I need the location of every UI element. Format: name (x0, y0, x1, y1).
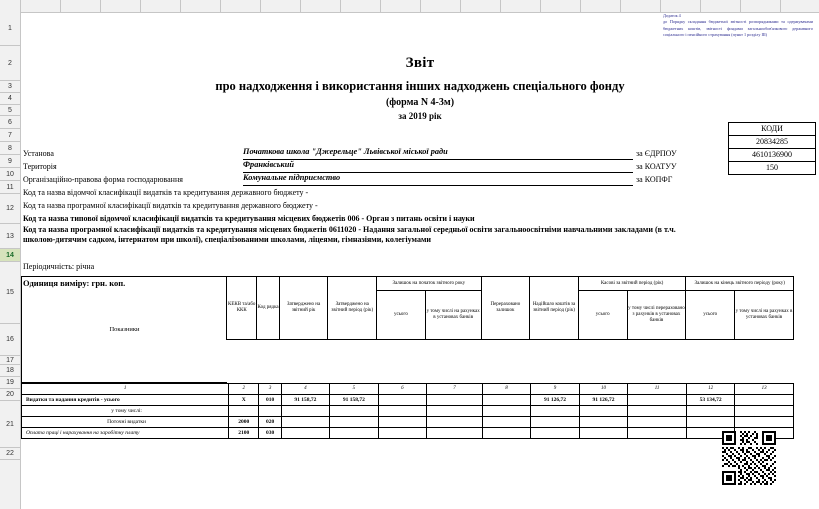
row-cash-total (579, 417, 628, 428)
row-redistributed (482, 395, 531, 406)
qr-code-image (722, 431, 776, 485)
codes-box-koatuu: 4610136900 (729, 149, 815, 162)
colnum-12: 12 (686, 384, 735, 395)
row-bal-start-bank (427, 417, 483, 428)
th-approved-year: Затверджено на звітний рік (279, 277, 328, 340)
column-header-cell[interactable] (421, 0, 461, 12)
colnum-7: 7 (427, 384, 483, 395)
row-approved-period (330, 406, 379, 417)
row-cash-redistributed (628, 428, 687, 439)
th-end-bank: у тому числі на рахунках в установах банків (735, 291, 794, 340)
row-label: у тому числі: (22, 406, 229, 417)
colnum-6: 6 (378, 384, 427, 395)
row-approved-period (330, 417, 379, 428)
column-header-cell[interactable] (21, 0, 61, 12)
row-header-cell[interactable]: 19 (0, 377, 20, 389)
row-received: 91 126,72 (531, 395, 580, 406)
row-header-cell[interactable]: 10 (0, 168, 20, 181)
column-header-cell[interactable] (661, 0, 701, 12)
colnum-10: 10 (579, 384, 628, 395)
column-header-cell[interactable] (61, 0, 101, 12)
classification-vedomstvennaya: Код та назва відомчої класифікації видатків та кредитування державного бюджету - (23, 188, 309, 197)
th-balance-end-group: Залишок на кінець звітного періоду (року) (686, 277, 794, 291)
row-bal-start-bank (427, 395, 483, 406)
classification-typical-local: Код та назва типової відомчої класифікації видатків та кредитування місцевих бюджетів 006 - Орган з питань освіти і науки (23, 214, 475, 223)
row-header-cell[interactable]: 1 (0, 12, 20, 46)
row-redistributed (482, 406, 531, 417)
column-header-cell[interactable] (141, 0, 181, 12)
column-header-cell[interactable] (541, 0, 581, 12)
row-header-cell[interactable]: 20 (0, 389, 20, 401)
row-approved-period: 91 158,72 (330, 395, 379, 406)
row-header-cell[interactable]: 2 (0, 46, 20, 81)
row-received (531, 406, 580, 417)
colnum-2: 2 (229, 384, 259, 395)
row-kekv: 2100 (229, 428, 259, 439)
value-territory: Франківський (243, 160, 294, 169)
row-cash-redistributed (628, 417, 687, 428)
row-header-cell[interactable]: 18 (0, 365, 20, 377)
row-header-strip[interactable] (0, 12, 21, 509)
column-header-cell[interactable] (501, 0, 541, 12)
row-received (531, 428, 580, 439)
row-end-bank (735, 395, 794, 406)
colnum-5: 5 (330, 384, 379, 395)
table-column-numbers-row (22, 384, 794, 395)
row-bal-start-total (378, 406, 427, 417)
row-end-bank (735, 406, 794, 417)
row-label: Поточні видатки (22, 417, 229, 428)
th-row-code: Код рядка (257, 277, 279, 340)
label-institution: Установа (23, 149, 54, 158)
row-approved-period (330, 428, 379, 439)
th-cash-group: Касові за звітний період (рік) (578, 277, 686, 291)
qr-code-svg (722, 431, 776, 485)
code-label-kopfg: за КОПФГ (636, 175, 673, 184)
colnum-8: 8 (482, 384, 531, 395)
row-bal-start-bank (427, 406, 483, 417)
codes-box-title: КОДИ (729, 123, 815, 136)
colnum-13: 13 (735, 384, 794, 395)
row-header-cell[interactable]: 4 (0, 93, 20, 105)
row-kekv: X (229, 395, 259, 406)
report-table-header (226, 276, 794, 340)
row-end-bank (735, 417, 794, 428)
report-title: Звіт (405, 55, 435, 71)
column-header-cell[interactable] (221, 0, 261, 12)
column-header-cell[interactable] (101, 0, 141, 12)
row-cash-total: 91 126,72 (579, 395, 628, 406)
report-subtitle: про надходження і використання інших надходжень спеціального фонду (215, 79, 625, 93)
column-header-cell[interactable] (261, 0, 301, 12)
row-code: 030 (259, 428, 281, 439)
column-header-cell[interactable] (741, 0, 781, 12)
row-header-cell[interactable]: 8 (0, 142, 20, 155)
th-kekv: КЕКВ та/або ККК (227, 277, 257, 340)
row-header-cell[interactable]: 3 (0, 81, 20, 93)
row-label: Видатки та надання кредитів - усього (22, 395, 229, 406)
row-approved-year (281, 406, 330, 417)
row-end-total (686, 417, 735, 428)
label-territory: Територія (23, 162, 57, 171)
table-header-row-1 (227, 277, 794, 291)
row-end-total: 53 134,72 (686, 395, 735, 406)
report-period: за 2019 рік (398, 111, 442, 121)
column-header-cell[interactable] (341, 0, 381, 12)
table-row (22, 417, 794, 428)
column-header-cell[interactable] (301, 0, 341, 12)
label-legal-form: Організаційно-правова форма господарювання (23, 175, 183, 184)
column-header-cell[interactable] (701, 0, 741, 12)
unit-line: Одиниця виміру: грн. коп. (23, 278, 126, 288)
row-header-cell[interactable]: 17 (0, 356, 20, 365)
th-start-total: усього (377, 291, 426, 340)
th-approved-period: Затверджено на звітний період (рік) (328, 277, 377, 340)
row-header-cell[interactable]: 11 (0, 181, 20, 194)
row-code (259, 406, 281, 417)
column-header-cell[interactable] (461, 0, 501, 12)
row-header-cell[interactable]: 5 (0, 105, 20, 116)
row-cash-total (579, 406, 628, 417)
row-end-total (686, 406, 735, 417)
row-bal-start-total (378, 428, 427, 439)
column-header-cell[interactable] (181, 0, 221, 12)
table-row (22, 406, 794, 417)
colnum-9: 9 (531, 384, 580, 395)
th-end-total: усього (686, 291, 735, 340)
row-code: 020 (259, 417, 281, 428)
th-cash-total: усього (578, 291, 627, 340)
row-redistributed (482, 428, 531, 439)
row-received (531, 417, 580, 428)
row-header-cell[interactable]: 6 (0, 116, 20, 129)
row-header-cell[interactable]: 22 (0, 448, 20, 460)
row-header-cell-selected[interactable]: 14 (0, 249, 20, 262)
codes-box (728, 122, 816, 175)
row-header-cell[interactable]: 12 (0, 194, 20, 224)
column-header-cell[interactable] (621, 0, 661, 12)
classification-program-local: Код та назва програмної класифікації видатків та кредитування місцевих бюджетів 0611020 - Надання загальної середньої освіти загальноосвітніми навчальними закладами (в т.ч. школою-дитячим садком, інтернатом при школі), спеціалізованими школами, ліцеями, гімназіями, колегіумами (23, 225, 676, 244)
codes-box-kopfg: 150 (766, 163, 778, 172)
row-bal-start-total (378, 395, 427, 406)
appendix-note (663, 13, 813, 38)
column-header-strip[interactable] (0, 0, 819, 13)
row-header-cell[interactable]: 21 (0, 401, 20, 448)
underline-territory (243, 172, 633, 173)
value-institution: Початкова школа "Джерельце" Львівської міської ради (243, 147, 448, 156)
appendix-note-line-2: до Порядку складання бюджетної звітності розпорядниками та одержувачами бюджетних коштів, звітності фондами загальнообов'язкового державного соціального і пенсійного страхування (пункт 1 розділу III) (663, 19, 813, 37)
colnum-4: 4 (281, 384, 330, 395)
row-cash-total (579, 428, 628, 439)
row-bal-start-bank (427, 428, 483, 439)
report-form-number: (форма N 4-3м) (385, 97, 455, 108)
code-label-edrpou: за ЄДРПОУ (636, 149, 677, 158)
column-header-cell[interactable] (381, 0, 421, 12)
report-rows-table (21, 383, 794, 439)
row-approved-year (281, 417, 330, 428)
colnum-3: 3 (259, 384, 281, 395)
th-cash-redistributed: у тому числі перераховано з рахунків в установах банків (627, 291, 686, 340)
row-kekv: 2000 (229, 417, 259, 428)
colnum-1: 1 (22, 384, 229, 395)
code-label-koatuu: за КОАТУУ (636, 162, 677, 171)
value-legal-form: Комунальне підприємство (243, 173, 341, 182)
row-code: 010 (259, 395, 281, 406)
table-row (22, 395, 794, 406)
row-header-cell[interactable]: 15 (0, 262, 20, 324)
th-balance-start-group: Залишок на початок звітного року (377, 277, 481, 291)
row-cash-redistributed (628, 395, 687, 406)
underline-institution (243, 159, 633, 160)
appendix-note-line-1: Додаток 4 (663, 13, 681, 18)
row-header-cell[interactable]: 7 (0, 129, 20, 142)
table-header-indicators (21, 276, 227, 383)
th-received-period: Надійшло коштів за звітний період (рік) (530, 277, 579, 340)
row-bal-start-total (378, 417, 427, 428)
th-start-bank: у тому числі на рахунках в установах банків (425, 291, 481, 340)
row-kekv (229, 406, 259, 417)
row-approved-year: 91 158,72 (281, 395, 330, 406)
row-header-cell[interactable]: 9 (0, 155, 20, 168)
report-table-body (21, 383, 794, 439)
row-approved-year (281, 428, 330, 439)
row-cash-redistributed (628, 406, 687, 417)
colnum-11: 11 (628, 384, 687, 395)
column-header-cell[interactable] (0, 0, 21, 12)
row-header-cell[interactable]: 13 (0, 224, 20, 249)
column-header-cell[interactable] (581, 0, 621, 12)
th-redistributed: Перераховано залишок (481, 277, 530, 340)
classification-programnaya: Код та назва програмної класифікації видатків та кредитування державного бюджету - (23, 201, 318, 210)
periodicity-line: Періодичність: річна (23, 262, 95, 271)
row-label: Оплата праці і нарахування на заробітну плату (22, 428, 229, 439)
table-header-indicators-label: Показники (109, 326, 140, 333)
codes-box-edrpou: 20834285 (729, 136, 815, 149)
table-row (22, 428, 794, 439)
underline-legal-form (243, 185, 633, 186)
row-header-cell[interactable]: 16 (0, 324, 20, 356)
row-redistributed (482, 417, 531, 428)
